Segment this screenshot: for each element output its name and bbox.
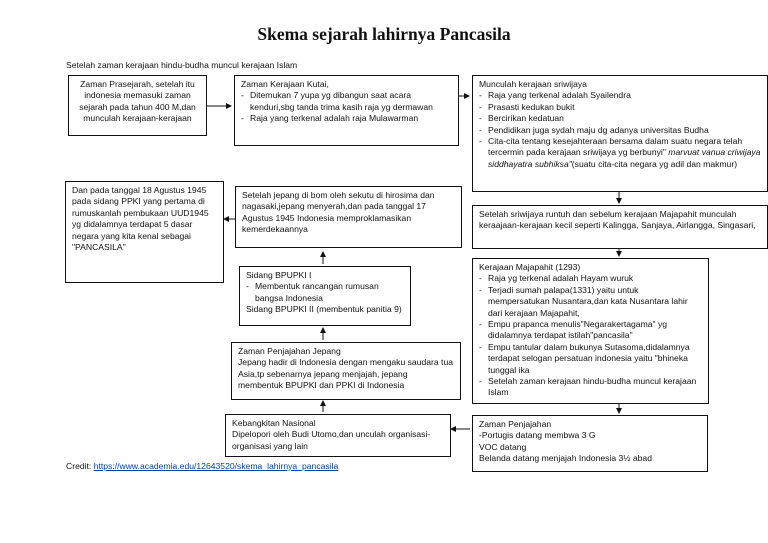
penjajahan-heading: Zaman Penjajahan — [479, 419, 552, 429]
penjajahan-line: VOC datang — [479, 441, 527, 452]
box-sesudah-sriwijaya — [472, 205, 768, 249]
sriwijaya-item: - Bercirikan kedatuan — [479, 113, 765, 124]
kebangkitan-text: Dipelopori oleh Budi Utomo,dan unculah organisasi-organisasi yang lain — [232, 429, 431, 451]
sriwijaya-motto: marvuat vanua criwijaya siddhayatra subhiksa" — [488, 147, 761, 169]
sriwijaya-motto-tail: (suatu cita-cita negara yg adil dan makmur) — [571, 158, 738, 169]
sriwijaya-item: - Raja yang terkenal adalah Syailendra — [479, 90, 765, 101]
sriwijaya-item: - Pendidikan juga sydah maju dg adanya universitas Budha — [479, 125, 765, 136]
majapahit-item: - Empu prapanca menulis"Negarakertagama" yg didalamnya terdapat istilah"pancasila" — [479, 319, 702, 342]
box-penjajahan-jepang — [231, 342, 461, 400]
credit-link[interactable]: https://www.academia.edu/12643520/skema_lahirnya_pancasila — [93, 461, 339, 471]
credit — [66, 461, 338, 471]
box-kutai — [234, 75, 459, 146]
page-title: Skema sejarah lahirnya Pancasila — [257, 24, 511, 44]
bpupki-item: - Membentuk rancangan rumusan bangsa Indonesia — [246, 281, 404, 304]
box-penjajahan — [472, 415, 708, 472]
jepang-heading: Zaman Penjajahan Jepang — [238, 346, 341, 356]
box-kebangkitan — [225, 414, 451, 457]
sriwijaya-cita-cita: Cita-cita tentang kesejahteraan bersama dalam suatu negara telah tercermin pada kerajaan sriwijaya yg berbunyi" — [488, 136, 743, 158]
bpupki-heading: Sidang BPUPKI I — [246, 270, 312, 280]
majapahit-item: - Setelah zaman kerajaan hindu-budha muncul kerajaan Islam — [479, 376, 702, 399]
kebangkitan-heading: Kebangkitan Nasional — [232, 418, 316, 428]
bpupki-footer: Sidang BPUPKI II (membentuk panitia 9) — [246, 304, 402, 315]
hirosima-text: Setelah jepang di bom oleh sekutu di hirosima dan nagasaki,jepang menyerah,dan pada tanggal 17 Agustus 1945 Indonesia memproklamasikan kemerdekaannya — [242, 190, 435, 235]
box-majapahit — [472, 258, 709, 404]
box-sriwijaya — [472, 75, 768, 192]
penjajahan-line: -Portugis datang membwa 3 G — [479, 430, 596, 441]
kutai-item: - Ditemukan 7 yupa yg dibangun saat acara kenduri,sbg tanda trima kasih raja yg dermawan — [241, 90, 452, 113]
jepang-text: Jepang hadir di Indonesia dengan mengaku saudara tua Asia,tp sebenarnya jepang menjajah, jepang membentuk BPUPKI dan PPKI di Indonesia — [238, 357, 454, 391]
sriwijaya-item: - Prasasti kedukan bukit — [479, 102, 765, 113]
credit-label: Credit: — [66, 461, 92, 471]
penjajahan-line: Belanda datang menjajah Indonesia 3½ abad — [479, 453, 652, 464]
prasejarah-text: Zaman Prasejarah, setelah itu indonesia memasuki zaman sejarah pada tahun 400 M,dan munculah kerajaan-kerajaan — [79, 79, 196, 124]
proklamasi-text: Dan pada tanggal 18 Agustus 1945 pada sidang PPKI yang pertama di rumuskanlah pembukaan UUD1945 yg didalamnya terdapat 5 dasar negara yang kita kenal sebagai "PANCASILA" — [72, 185, 209, 253]
box-bpupki — [239, 266, 411, 326]
kutai-item: - Raja yang terkenal adalah raja Mulawarman — [241, 113, 452, 124]
kutai-heading: Zaman Kerajaan Kutai, — [241, 79, 329, 89]
sesudah-sriwijaya-text: Setelah sriwijaya runtuh dan sebelum kerajaan Majapahit munculah keraajaan-kerajaan kecil seperti Kalingga, Sanjaya, Airlangga, Singasari, — [479, 209, 756, 231]
subtitle: Setelah zaman kerajaan hindu-budha muncul kerajaan Islam — [66, 60, 298, 70]
majapahit-item: - Empu tantular dalam bukunya Sutasoma,didalamnya terdapat selogan persatuan indonesia yaitu "bhineka tunggal ika — [479, 342, 702, 376]
majapahit-item: - Terjadi sumah palapa(1331) yaitu untuk mempersatukan Nusantara,dan kata Nusantara lahir dari kerajaan Majapahit, — [479, 285, 702, 319]
majapahit-heading: Kerajaan Majapahit (1293) — [479, 262, 581, 272]
majapahit-item: - Raja yg terkenal adalah Hayam wuruk — [479, 273, 702, 284]
box-prasejarah — [68, 75, 207, 136]
box-proklamasi — [65, 181, 224, 283]
sriwijaya-heading: Munculah kerajaan sriwijaya — [479, 79, 587, 89]
sriwijaya-item — [479, 136, 765, 170]
box-hirosima — [235, 186, 462, 248]
